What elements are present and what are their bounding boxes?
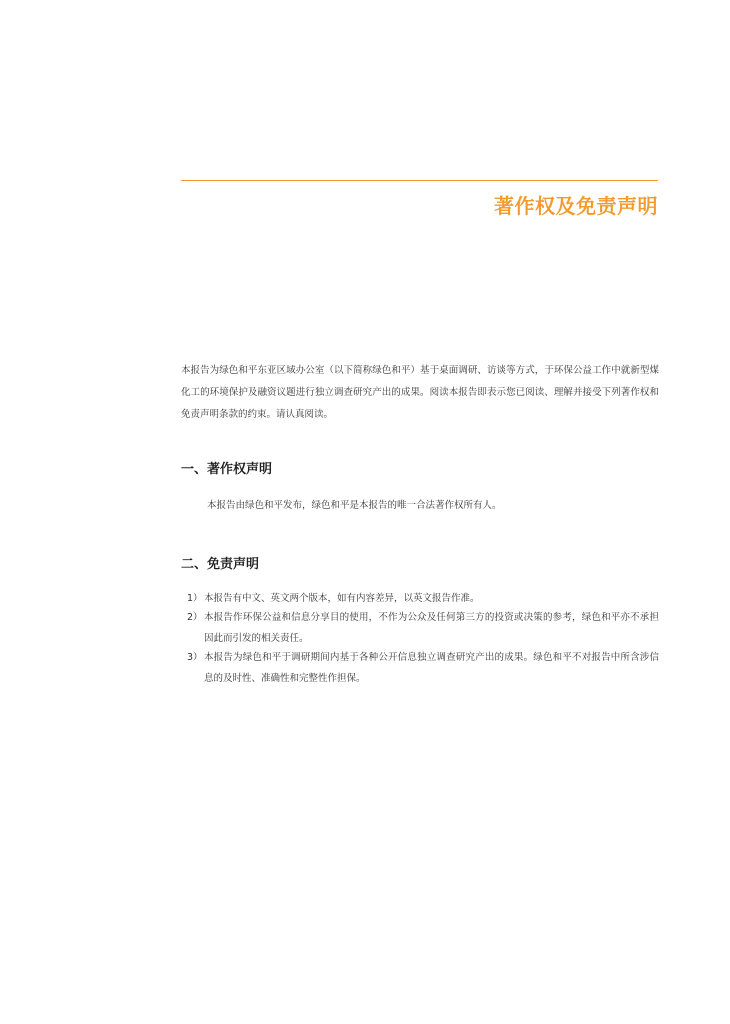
disclaimer-item-number: 2） <box>187 612 203 623</box>
disclaimer-list <box>181 588 659 687</box>
disclaimer-item-3 <box>181 647 659 689</box>
disclaimer-item-text: 本报告作环保公益和信息分享目的使用，不作为公众及任何第三方的投资或决策的参考，绿色和平亦不承担因此而引发的相关责任。 <box>204 612 659 644</box>
intro-paragraph: 本报告为绿色和平东亚区域办公室（以下简称绿色和平）基于桌面调研、访谈等方式，于环保公益工作中就新型煤化工的环境保护及融资议题进行独立调查研究产出的成果。阅读本报告即表示您已阅读、理解并接受下列著作权和免责声明条款的约束。请认真阅读。 <box>181 365 659 420</box>
disclaimer-item-text: 本报告有中文、英文两个版本，如有内容差异，以英文报告作准。 <box>204 593 480 604</box>
disclaimer-item-number: 3） <box>187 652 203 663</box>
disclaimer-item-1 <box>181 588 659 609</box>
disclaimer-item-number: 1） <box>187 593 203 604</box>
disclaimer-item-2 <box>181 607 659 649</box>
page-title: 著作权及免责声明 <box>494 194 658 218</box>
disclaimer-item-text: 本报告为绿色和平于调研期间内基于各种公开信息独立调查研究产出的成果。绿色和平不对报告中所含涉信息的及时性、准确性和完整性作担保。 <box>204 652 659 684</box>
disclaimer-heading: 二、免责声明 <box>181 557 260 572</box>
copyright-statement: 本报告由绿色和平发布，绿色和平是本报告的唯一合法著作权所有人。 <box>207 500 502 511</box>
copyright-heading: 一、著作权声明 <box>181 462 273 477</box>
title-rule <box>181 180 658 181</box>
